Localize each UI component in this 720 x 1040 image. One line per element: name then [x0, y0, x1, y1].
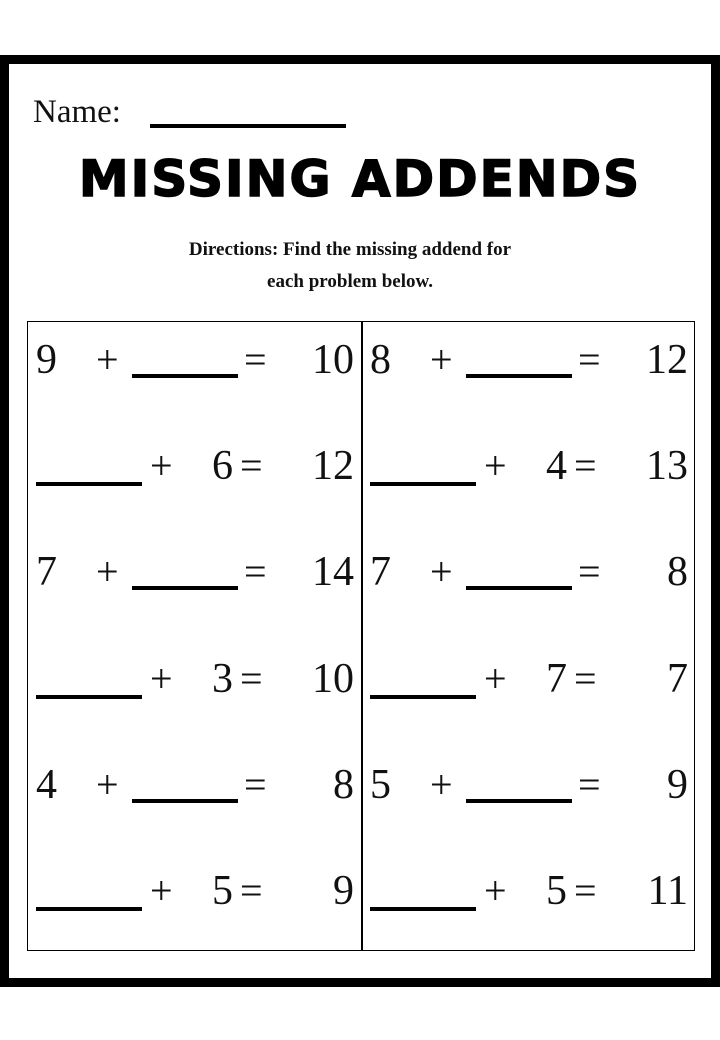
problem-row: [28, 436, 361, 496]
equals-sign: =: [578, 549, 601, 594]
plus-sign: +: [96, 762, 119, 807]
plus-sign: +: [430, 762, 453, 807]
equals-sign: =: [574, 656, 597, 701]
sum-value: 10: [312, 337, 354, 383]
known-addend: 4: [546, 443, 567, 489]
equals-sign: =: [240, 868, 263, 913]
plus-sign: +: [96, 549, 119, 594]
sum-value: 12: [312, 443, 354, 489]
problem-row: [362, 861, 695, 921]
plus-sign: +: [430, 337, 453, 382]
equals-sign: =: [578, 762, 601, 807]
sum-value: 14: [312, 549, 354, 595]
problem-row: [28, 542, 361, 602]
answer-blank[interactable]: [36, 695, 142, 699]
answer-blank[interactable]: [370, 695, 476, 699]
problem-row: [28, 330, 361, 390]
sum-value: 12: [646, 337, 688, 383]
answer-blank[interactable]: [132, 374, 238, 378]
known-addend: 9: [36, 337, 57, 383]
equals-sign: =: [244, 337, 267, 382]
equals-sign: =: [574, 868, 597, 913]
directions-line-2: each problem below.: [267, 271, 433, 292]
known-addend: 3: [212, 656, 233, 702]
equals-sign: =: [578, 337, 601, 382]
sum-value: 8: [333, 762, 354, 808]
known-addend: 5: [370, 762, 391, 808]
problem-row: [28, 861, 361, 921]
problem-row: [362, 755, 695, 815]
problem-row: [362, 436, 695, 496]
known-addend: 5: [212, 868, 233, 914]
directions-line-1: Directions: Find the missing addend for: [188, 239, 512, 260]
answer-blank[interactable]: [36, 907, 142, 911]
directions: [100, 234, 600, 298]
plus-sign: +: [484, 443, 507, 488]
answer-blank[interactable]: [466, 586, 572, 590]
column-divider: [361, 322, 363, 950]
problem-row: [28, 649, 361, 709]
sum-value: 7: [667, 656, 688, 702]
problem-row: [28, 755, 361, 815]
answer-blank[interactable]: [36, 482, 142, 486]
equals-sign: =: [240, 443, 263, 488]
known-addend: 7: [370, 549, 391, 595]
sum-value: 13: [646, 443, 688, 489]
plus-sign: +: [430, 549, 453, 594]
sum-value: 10: [312, 656, 354, 702]
answer-blank[interactable]: [132, 586, 238, 590]
name-answer-line[interactable]: [150, 124, 346, 128]
equals-sign: =: [244, 762, 267, 807]
equals-sign: =: [574, 443, 597, 488]
problem-row: [362, 330, 695, 390]
answer-blank[interactable]: [466, 374, 572, 378]
plus-sign: +: [484, 868, 507, 913]
equals-sign: =: [244, 549, 267, 594]
known-addend: 4: [36, 762, 57, 808]
answer-blank[interactable]: [370, 482, 476, 486]
problem-row: [362, 649, 695, 709]
known-addend: 8: [370, 337, 391, 383]
sum-value: 8: [667, 549, 688, 595]
sum-value: 11: [647, 868, 688, 914]
answer-blank[interactable]: [466, 799, 572, 803]
plus-sign: +: [150, 868, 173, 913]
answer-blank[interactable]: [132, 799, 238, 803]
known-addend: 5: [546, 868, 567, 914]
worksheet-title: MISSING ADDENDS: [78, 150, 642, 208]
equals-sign: =: [240, 656, 263, 701]
name-label: Name:: [33, 94, 121, 130]
answer-blank[interactable]: [370, 907, 476, 911]
known-addend: 7: [36, 549, 57, 595]
sum-value: 9: [667, 762, 688, 808]
plus-sign: +: [96, 337, 119, 382]
plus-sign: +: [150, 656, 173, 701]
plus-sign: +: [484, 656, 507, 701]
known-addend: 7: [546, 656, 567, 702]
problem-row: [362, 542, 695, 602]
plus-sign: +: [150, 443, 173, 488]
sum-value: 9: [333, 868, 354, 914]
known-addend: 6: [212, 443, 233, 489]
problem-grid: [27, 321, 695, 951]
